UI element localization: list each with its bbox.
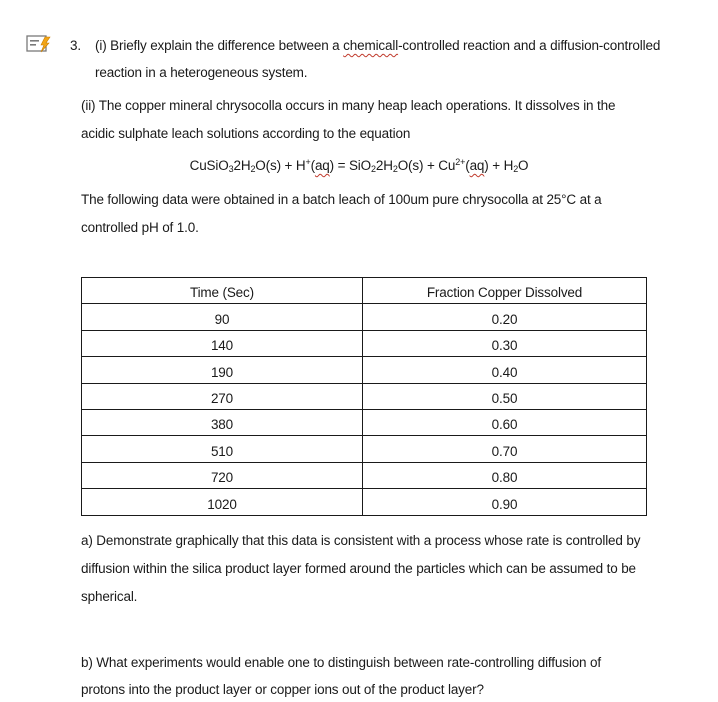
leach-data-table: [81, 277, 647, 516]
edit-comment-icon[interactable]: [26, 34, 52, 54]
time-cell: 1020: [82, 489, 363, 515]
fraction-cell: 0.40: [363, 357, 647, 383]
part-b-line-1: b) What experiments would enable one to distinguish between rate-controlling diffusion of: [81, 655, 601, 670]
table-row: [82, 436, 647, 462]
fraction-cell: 0.20: [363, 304, 647, 330]
fraction-cell: 0.80: [363, 462, 647, 488]
leach-equation: $CuSiO_32H_2O(s) + H^+(aq) = SiO_22H_2O(s) + Cu^{2+}(aq) + H_2O$: [189, 157, 529, 174]
part-a-line-1: a) Demonstrate graphically that this data is consistent with a process whose rate is controlled by: [81, 533, 641, 548]
time-cell: 270: [82, 383, 363, 409]
fraction-cell: 0.30: [363, 330, 647, 356]
data-intro-line-1: The following data were obtained in a batch leach of 100um pure chrysocolla at 25°C at a: [81, 192, 602, 207]
data-intro-line-2: controlled pH of 1.0.: [81, 220, 199, 235]
part-i-line-2: reaction in a heterogeneous system.: [95, 65, 308, 80]
header-time: Time (Sec): [82, 278, 363, 304]
table-row: [82, 409, 647, 435]
question-number: 3.: [70, 38, 81, 53]
table-row: [82, 383, 647, 409]
fraction-cell: 0.60: [363, 409, 647, 435]
spelling-error-aq-1[interactable]: aq: [314, 158, 330, 173]
time-cell: 190: [82, 357, 363, 383]
spelling-error-word[interactable]: chemicall: [343, 38, 399, 53]
time-cell: 510: [82, 436, 363, 462]
part-i-text-cont: -controlled reaction and a diffusion-controlled: [398, 38, 661, 53]
table-row: [82, 462, 647, 488]
header-fraction: Fraction Copper Dissolved: [363, 278, 647, 304]
time-cell: 140: [82, 330, 363, 356]
table-row: [82, 330, 647, 356]
fraction-cell: 0.90: [363, 489, 647, 515]
part-a-line-3: spherical.: [81, 589, 138, 604]
part-b-line-2: protons into the product layer or copper ions out of the product layer?: [81, 682, 484, 697]
table-row: [82, 357, 647, 383]
part-i-line-1: [95, 37, 660, 55]
table-row: [82, 304, 647, 330]
table-row: [82, 489, 647, 515]
time-cell: 380: [82, 409, 363, 435]
table-header-row: [82, 278, 647, 304]
part-a-line-2: diffusion within the silica product layer formed around the particles which can be assumed to be: [81, 561, 636, 576]
part-ii-line-2: acidic sulphate leach solutions according to the equation: [81, 126, 411, 141]
part-i-text: (i) Briefly explain the difference between a: [95, 38, 344, 53]
time-cell: 720: [82, 462, 363, 488]
fraction-cell: 0.70: [363, 436, 647, 462]
spelling-error-aq-2[interactable]: aq: [469, 158, 485, 173]
part-ii-line-1: (ii) The copper mineral chrysocolla occurs in many heap leach operations. It dissolves in the: [81, 98, 616, 113]
time-cell: 90: [82, 304, 363, 330]
fraction-cell: 0.50: [363, 383, 647, 409]
